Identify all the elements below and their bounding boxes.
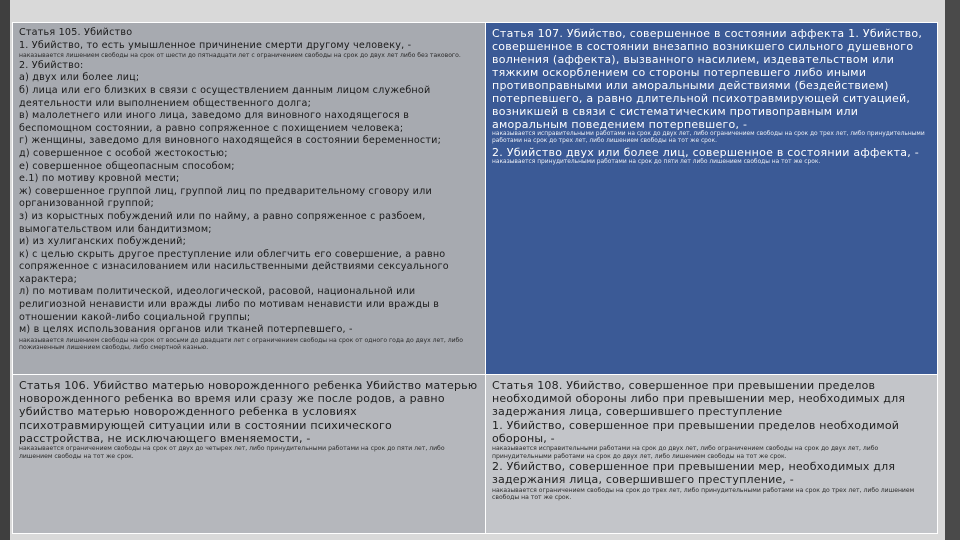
article-105-punishment-2: наказывается лишением свободы на срок от восьми до двадцати лет с ограничением свободы на срок от одного года до двух лет, либо пожизненным лишением свободы, либо смертной казнью. <box>19 336 464 352</box>
article-108-cell <box>486 375 938 534</box>
articles-table <box>12 22 938 534</box>
article-105-item: з) из корыстных побуждений или по найму, а равно сопряженное с разбоем, вымогательством или бандитизмом; <box>19 210 426 235</box>
article-105-cell <box>13 23 486 375</box>
article-106-text: Статья 106. Убийство матерью новорожденного ребенка Убийство матерью новорожденного ребенка во время или сразу же после родов, а равно убийство матерью новорожденного ребенка в условиях психотравмирующей ситуации или в состоянии психического расстройства, не исключающего вменяемости, - <box>19 379 478 445</box>
left-decor-bar <box>0 0 10 540</box>
article-107-part2: 2. Убийство двух или более лиц, совершенное в состоянии аффекта, - <box>492 145 919 159</box>
article-105-item: б) лица или его близких в связи с осуществлением данным лицом служебной деятельности или выполнением общественного долга; <box>19 84 431 109</box>
article-105-item: е) совершенное общеопасным способом; <box>19 160 235 172</box>
article-106-punishment: наказывается ограничением свободы на срок от двух до четырех лет, либо принудительными работами на срок до пяти лет, либо лишением свободы на тот же срок. <box>19 445 445 460</box>
article-105-part1: 1. Убийство, то есть умышленное причинение смерти другому человеку, - <box>19 39 412 51</box>
article-107-cell <box>486 23 938 375</box>
article-108-part1: 1. Убийство, совершенное при превышении пределов необходимой обороны, - <box>492 418 900 445</box>
article-107-part1: Статья 107. Убийство, совершенное в состоянии аффекта 1. Убийство, совершенное в состоянии внезапно возникшего сильного душевного волнения (аффекта), вызванного насилием, издевательством или тяжким оскорблением со стороны потерпевшего либо иными противоправными или аморальными действиями (бездействием) потерпевшего, а равно длительной психотравмирующей ситуацией, возникшей в связи с систематическим противоправным или аморальным поведением потерпевшего, - <box>492 27 923 131</box>
article-105-item: е.1) по мотиву кровной мести; <box>19 173 180 185</box>
article-105-item: а) двух или более лиц; <box>19 72 140 84</box>
article-105-punishment-1: наказывается лишением свободы на срок от шести до пятнадцати лет с ограничением свободы на срок до двух лет либо без такового. <box>19 52 461 60</box>
article-107-punishment-1: наказывается исправительными работами на срок до двух лет, либо ограничением свободы на срок до трех лет, либо принудительными работами на срок до трех лет, либо лишением свободы на тот же срок. <box>492 131 925 145</box>
article-105-item: л) по мотивам политической, идеологической, расовой, национальной или религиозной ненависти или вражды либо по мотивам ненависти или вражды в отношении какой-либо социальной группы; <box>19 286 440 323</box>
article-105-item: д) совершенное с особой жестокостью; <box>19 147 228 159</box>
article-105-item: к) с целью скрыть другое преступление или облегчить его совершение, а равно сопряженное с изнасилованием или насильственными действиями сексуального характера; <box>19 248 449 285</box>
article-106-cell <box>13 375 486 534</box>
article-108-heading: Статья 108. Убийство, совершенное при превышении пределов необходимой обороны либо при превышении мер, необходимых для задержания лица, совершившего преступление <box>492 379 906 419</box>
article-105-heading: Статья 105. Убийство <box>19 27 133 38</box>
article-105-item: и) из хулиганских побуждений; <box>19 236 187 248</box>
article-108-part2: 2. Убийство, совершенное при превышении мер, необходимых для задержания лица, совершившего преступление, - <box>492 460 896 487</box>
article-105-item: в) малолетнего или иного лица, заведомо для виновного находящегося в беспомощном состоянии, а равно сопряженное с похищением человека; <box>19 110 410 134</box>
article-107-punishment-2: наказывается принудительными работами на срок до пяти лет либо лишением свободы на тот же срок. <box>492 158 821 165</box>
article-108-punishment-2: наказывается ограничением свободы на срок до трех лет, либо принудительными работами на срок до трех лет, либо лишением свободы на тот же срок. <box>492 486 915 502</box>
article-105-part2-title: 2. Убийство: <box>19 59 84 71</box>
article-105-item: ж) совершенное группой лиц, группой лиц по предварительному сговору или организованной группой; <box>19 185 432 210</box>
article-108-punishment-1: наказывается исправительными работами на срок до двух лет, либо ограничением свободы на срок до двух лет, либо принудительными работами на срок до двух лет, либо лишением свободы на тот же срок. <box>492 445 879 460</box>
article-105-item: г) женщины, заведомо для виновного находящейся в состоянии беременности; <box>19 135 442 147</box>
right-decor-bar <box>945 0 960 540</box>
article-105-item: м) в целях использования органов или тканей потерпевшего, - <box>19 324 353 336</box>
